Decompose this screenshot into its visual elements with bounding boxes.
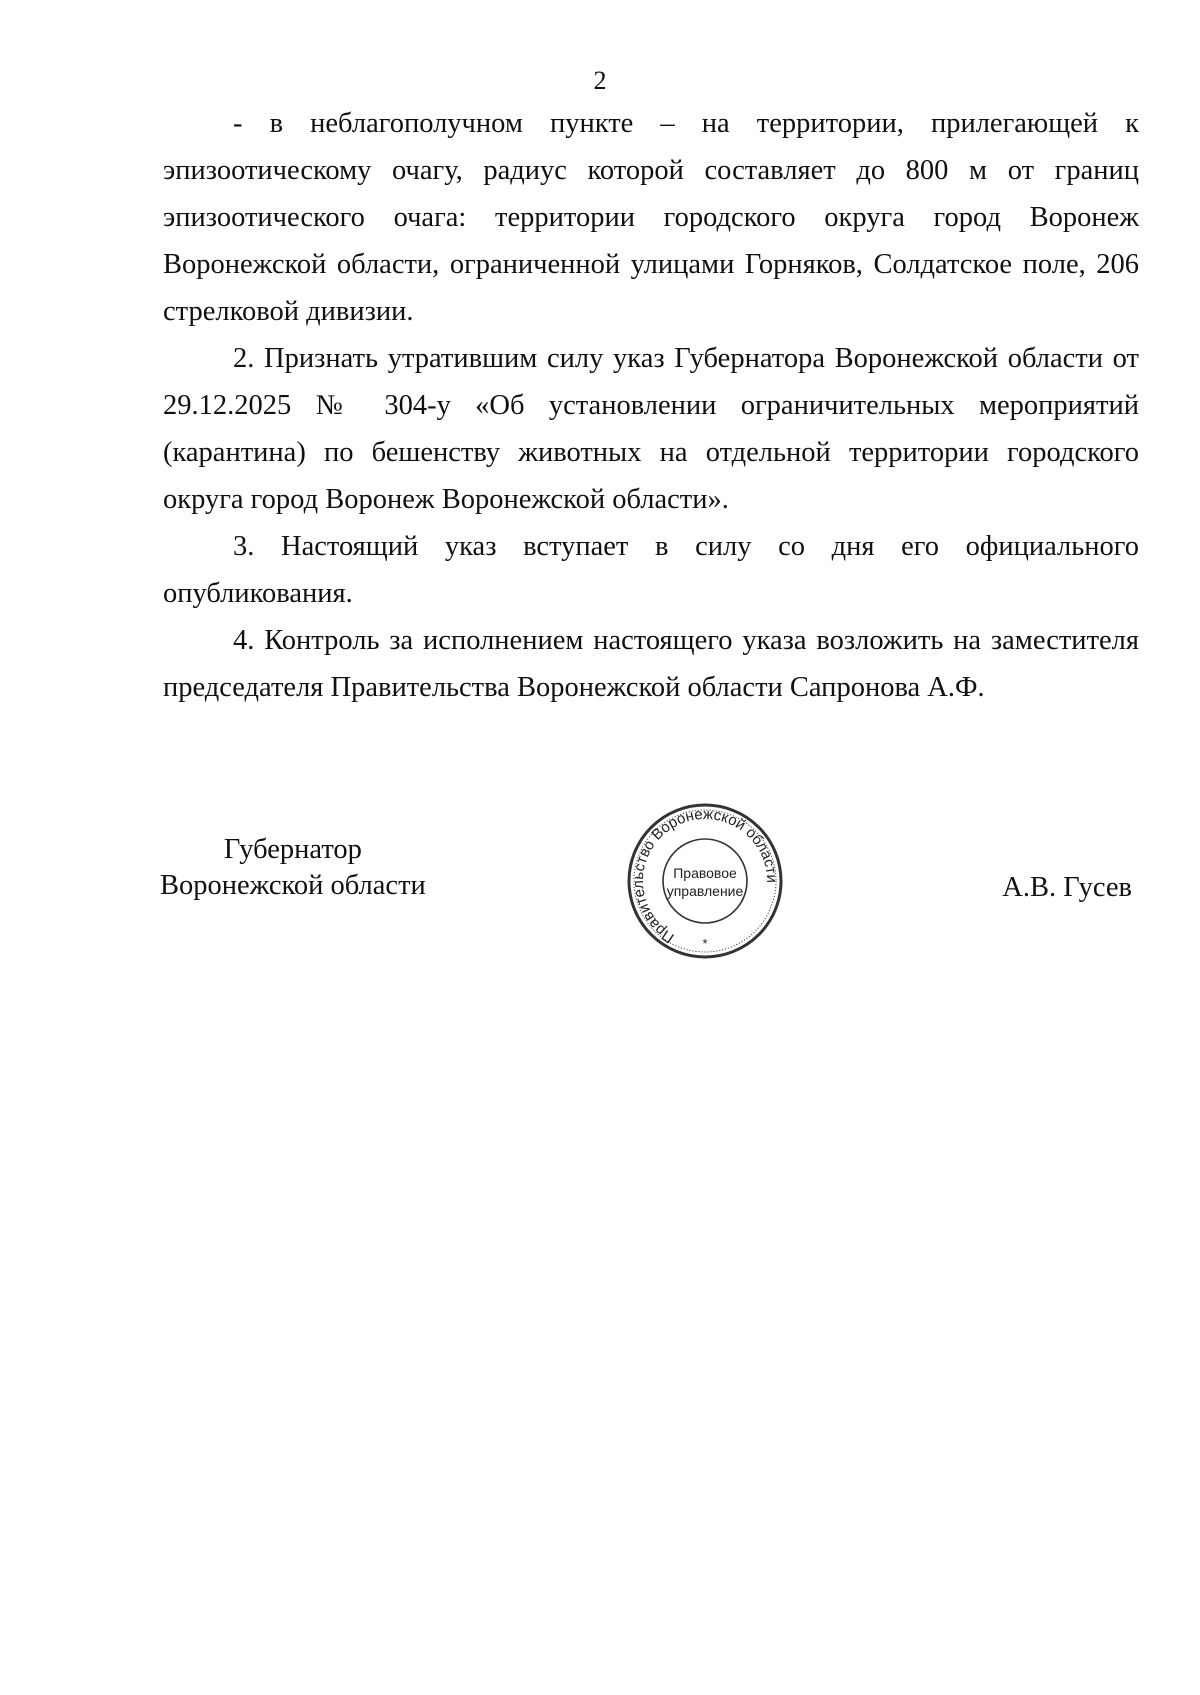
legal-department-seal bbox=[626, 802, 784, 960]
seal-graphic bbox=[626, 802, 784, 960]
decree-body bbox=[163, 100, 1139, 711]
paragraph-territory: - в неблагополучном пункте – на территории, прилегающей к эпизоотическому очагу, радиус которой составляет до 800 м от границ эпизоотического очага: территории городского округа город Воронеж Воронежской области, ограниченной улицами Горняков, Солдатское поле, 206 стрелковой дивизии. bbox=[163, 108, 1139, 327]
seal-star: * bbox=[702, 936, 708, 951]
seal-ring-text: Правительство Воронежской области bbox=[629, 805, 781, 947]
signer-name: А.В. Гусев bbox=[1002, 872, 1132, 903]
signer-position-line-1: Губернатор bbox=[223, 834, 362, 865]
paragraph-4-control: 4. Контроль за исполнением настоящего указа возложить на заместителя председателя Правительства Воронежской области Сапронова А.Ф. bbox=[163, 625, 1139, 703]
seal-center-line-2: управление bbox=[666, 883, 744, 899]
signer-position bbox=[160, 832, 426, 904]
paragraph-2-repeal: 2. Признать утратившим силу указ Губернатора Воронежской области от 29.12.2025 № 304-у «Об установлении ограничительных мероприятий (карантина) по бешенству животных на отдельной территории городского округа город Воронеж Воронежской области». bbox=[163, 343, 1139, 515]
signer-position-line-2: Воронежской области bbox=[160, 870, 426, 901]
seal-inner-ring bbox=[663, 839, 747, 923]
signature-block bbox=[0, 800, 1200, 980]
page-number: 2 bbox=[593, 66, 607, 95]
seal-center-line-1: Правовое bbox=[673, 865, 737, 881]
paragraph-3-effective: 3. Настоящий указ вступает в силу со дня его официального опубликования. bbox=[163, 531, 1139, 609]
seal-outer-ring bbox=[629, 805, 781, 957]
